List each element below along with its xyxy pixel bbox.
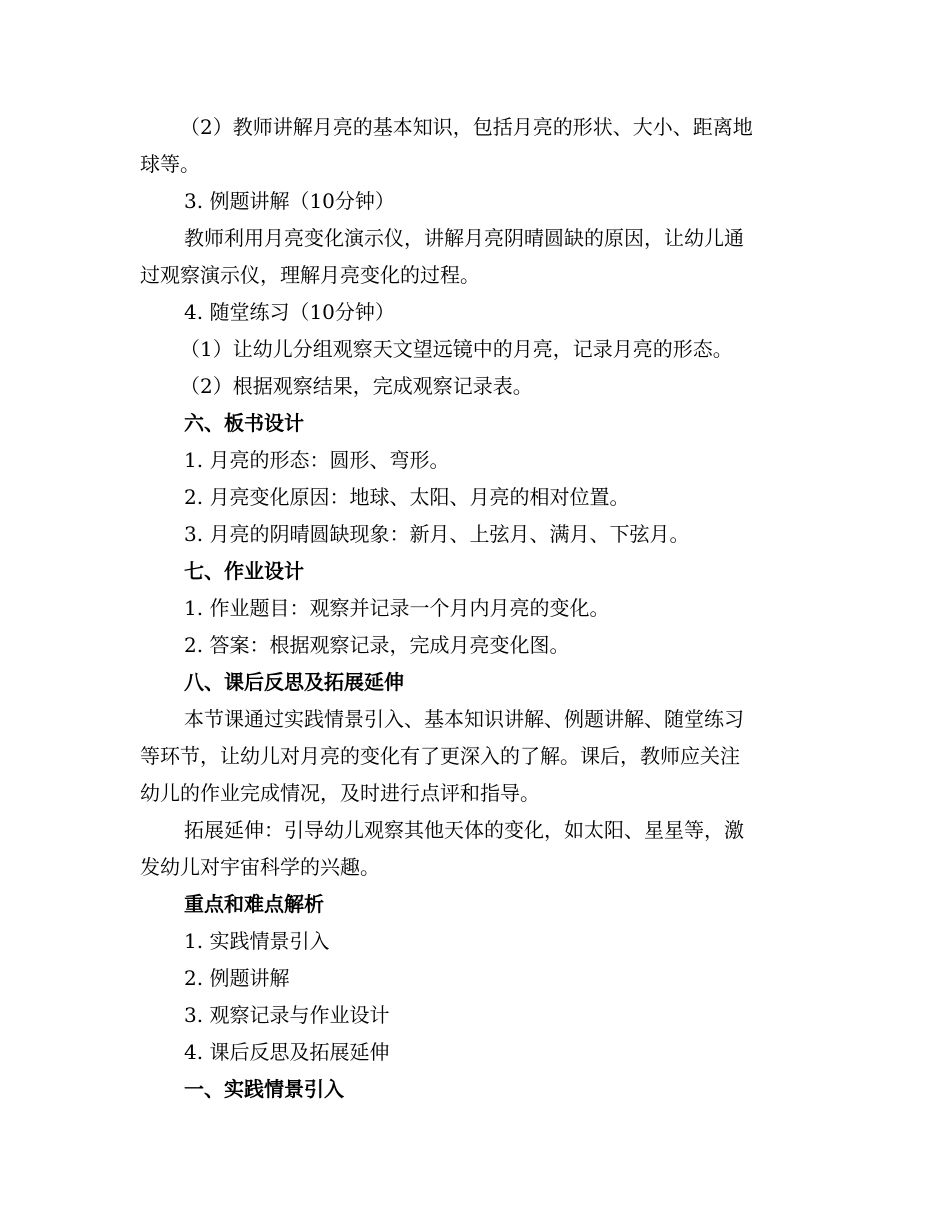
section-heading: 六、板书设计 (184, 411, 304, 435)
paragraph-line: 拓展延伸：引导幼儿观察其他天体的变化，如太阳、星星等，激 (184, 818, 744, 842)
list-item: 4. 课后反思及拓展延伸 (184, 1040, 390, 1064)
paragraph-line: 幼儿的作业完成情况，及时进行点评和指导。 (140, 781, 540, 805)
list-item: 2. 答案：根据观察记录，完成月亮变化图。 (184, 633, 570, 657)
section-heading: 一、实践情景引入 (184, 1077, 344, 1101)
list-item: 3. 例题讲解（10分钟） (184, 189, 395, 213)
paragraph-line: 发幼儿对宇宙科学的兴趣。 (140, 855, 380, 879)
list-item: 2. 例题讲解 (184, 966, 290, 990)
paragraph-line: （2）教师讲解月亮的基本知识，包括月亮的形状、大小、距离地 (180, 115, 753, 139)
list-item: （1）让幼儿分组观察天文望远镜中的月亮，记录月亮的形态。 (180, 337, 733, 361)
paragraph-line: 教师利用月亮变化演示仪，讲解月亮阴晴圆缺的原因，让幼儿通 (184, 226, 744, 250)
section-heading: 七、作业设计 (184, 559, 304, 583)
list-item: 3. 月亮的阴晴圆缺现象：新月、上弦月、满月、下弦月。 (184, 522, 690, 546)
paragraph-line: 球等。 (140, 152, 200, 176)
paragraph-line: 本节课通过实践情景引入、基本知识讲解、例题讲解、随堂练习 (184, 707, 744, 731)
list-item: 2. 月亮变化原因：地球、太阳、月亮的相对位置。 (184, 485, 630, 509)
list-item: 1. 月亮的形态：圆形、弯形。 (184, 448, 450, 472)
list-item: 3. 观察记录与作业设计 (184, 1003, 390, 1027)
list-item: （2）根据观察结果，完成观察记录表。 (180, 374, 533, 398)
paragraph-line: 等环节，让幼儿对月亮的变化有了更深入的了解。课后，教师应关注 (140, 744, 740, 768)
section-heading: 八、课后反思及拓展延伸 (184, 670, 404, 694)
section-heading: 重点和难点解析 (184, 892, 324, 916)
list-item: 4. 随堂练习（10分钟） (184, 300, 395, 324)
list-item: 1. 作业题目：观察并记录一个月内月亮的变化。 (184, 596, 610, 620)
paragraph-line: 过观察演示仪，理解月亮变化的过程。 (140, 263, 480, 287)
list-item: 1. 实践情景引入 (184, 929, 330, 953)
